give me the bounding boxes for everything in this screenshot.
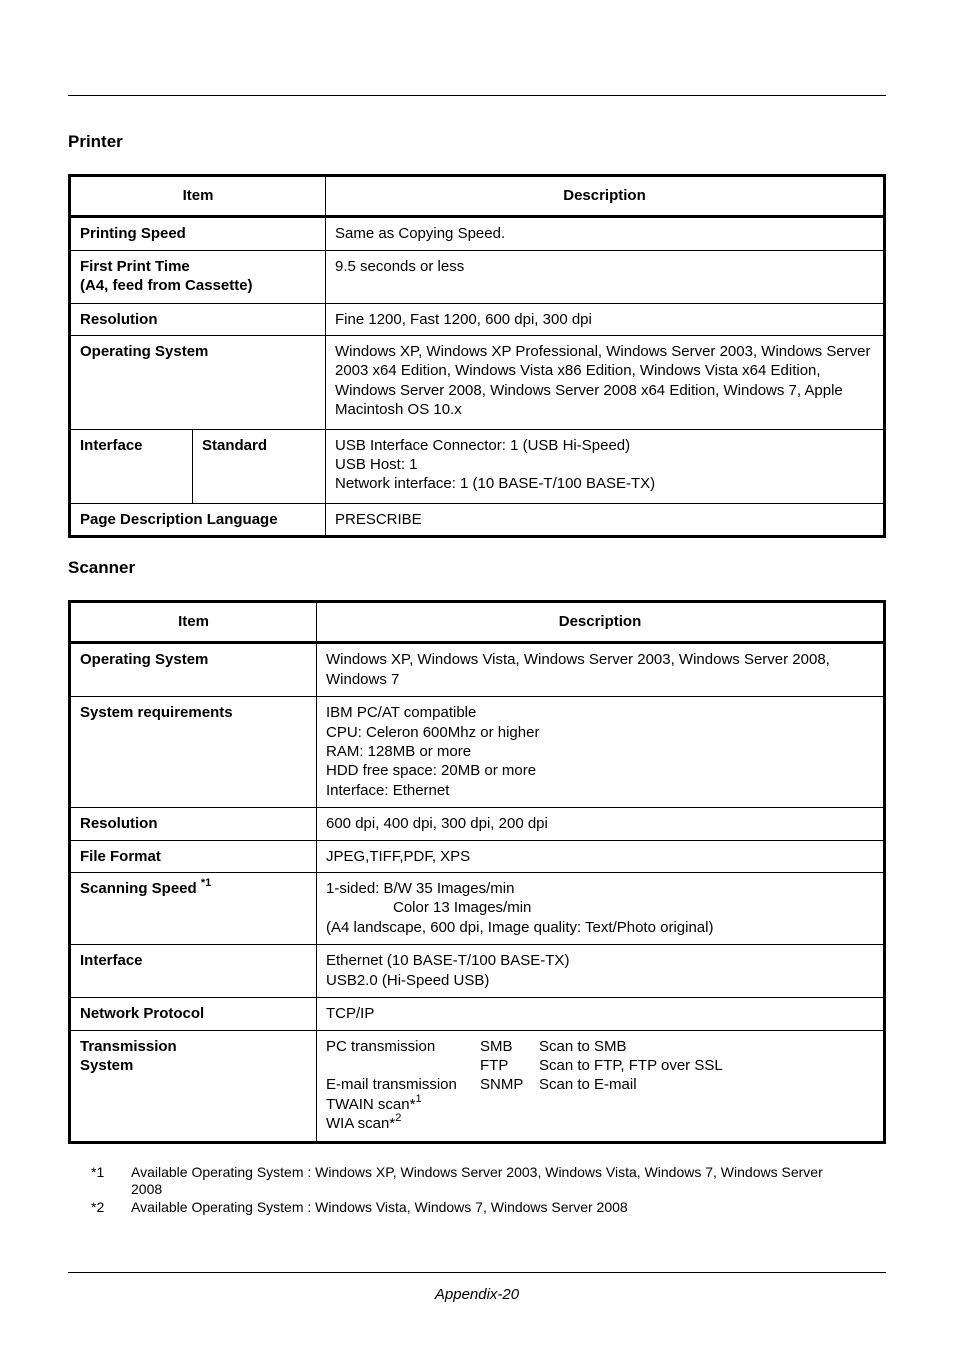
desc-line: RAM: 128MB or more xyxy=(326,743,472,761)
desc-line: 1-sided: B/W 35 Images/min xyxy=(326,880,515,898)
row-description: Fine 1200, Fast 1200, 600 dpi, 300 dpi xyxy=(326,303,885,335)
table-row xyxy=(70,840,885,872)
transmission-grid xyxy=(326,1037,723,1134)
row-item: Resolution xyxy=(70,808,317,840)
table-row xyxy=(70,336,885,430)
table-row xyxy=(70,429,885,503)
footnote-ref: 2 xyxy=(395,1112,402,1125)
tx-proto: SNMP xyxy=(480,1076,524,1094)
row-description: JPEG,TIFF,PDF, XPS xyxy=(317,840,885,872)
footnote-text: Available Operating System : Windows Vista, Windows 7, Windows Server 2008 xyxy=(131,1199,628,1215)
item-line: System xyxy=(80,1056,134,1074)
page-number: Appendix-20 xyxy=(434,1286,520,1303)
header-description: Description xyxy=(326,176,885,217)
scanner-section-title: Scanner xyxy=(68,558,136,577)
row-description: Windows XP, Windows XP Professional, Windows Server 2003, Windows Server 2003 x64 Edition, Windows Vista x86 Edition, Windows Vista x64 Edition, Windows Server 2008, Windows Server 2008 x64 Edition, Windows 7, Apple Macintosh OS 10.x xyxy=(326,336,885,430)
tx-label xyxy=(326,1114,723,1133)
table-row xyxy=(70,217,885,250)
tx-row xyxy=(326,1114,723,1133)
header-item: Item xyxy=(70,602,317,643)
item-line: Transmission xyxy=(80,1037,177,1055)
row-description xyxy=(326,429,885,503)
tx-proto: SMB xyxy=(480,1037,513,1055)
footnote xyxy=(91,1199,851,1216)
tx-proto: FTP xyxy=(480,1056,509,1074)
wia-label: WIA scan* xyxy=(326,1115,396,1133)
table-row xyxy=(70,873,885,945)
footnote-ref: *1 xyxy=(200,877,212,890)
desc-line: USB2.0 (Hi-Speed USB) xyxy=(326,971,490,989)
desc-line: (A4 landscape, 600 dpi, Image quality: Text/Photo original) xyxy=(326,918,714,936)
row-subitem: Standard xyxy=(193,429,326,503)
row-description: PRESCRIBE xyxy=(326,503,885,536)
table-row xyxy=(70,998,885,1030)
row-item: Operating System xyxy=(70,643,317,697)
tx-desc: Scan to E-mail xyxy=(539,1076,637,1094)
scanner-spec-table xyxy=(68,600,886,1144)
item-label: Scanning Speed xyxy=(80,880,197,898)
top-rule xyxy=(68,95,886,96)
bottom-rule xyxy=(68,1272,886,1273)
table-row xyxy=(70,945,885,998)
item-line: First Print Time xyxy=(80,257,190,275)
footnote xyxy=(91,1164,851,1198)
tx-desc: Scan to SMB xyxy=(539,1037,627,1055)
row-item: System requirements xyxy=(70,697,317,808)
desc-line: Network interface: 1 (10 BASE-T/100 BASE-TX) xyxy=(335,475,656,493)
table-row xyxy=(70,503,885,536)
row-description: Windows XP, Windows Vista, Windows Server 2003, Windows Server 2008, Windows 7 xyxy=(317,643,885,697)
table-header-row xyxy=(70,602,885,643)
row-description: Same as Copying Speed. xyxy=(326,217,885,250)
tx-row xyxy=(326,1075,723,1094)
footnotes xyxy=(91,1164,851,1217)
tx-label: PC transmission xyxy=(326,1037,436,1055)
header-description: Description xyxy=(317,602,885,643)
printer-spec-table xyxy=(68,174,886,538)
footnote-ref: 1 xyxy=(415,1092,422,1105)
table-row xyxy=(70,643,885,697)
table-header-row xyxy=(70,176,885,217)
row-item: Page Description Language xyxy=(70,503,326,536)
desc-line: CPU: Celeron 600Mhz or higher xyxy=(326,723,540,741)
tx-row xyxy=(326,1056,723,1075)
desc-line: USB Interface Connector: 1 (USB Hi-Speed) xyxy=(335,436,631,454)
item-line: (A4, feed from Cassette) xyxy=(80,277,253,295)
desc-line: HDD free space: 20MB or more xyxy=(326,762,537,780)
row-item: Interface xyxy=(70,945,317,998)
desc-line: USB Host: 1 xyxy=(335,456,418,474)
desc-line: IBM PC/AT compatible xyxy=(326,704,477,722)
twain-label: TWAIN scan* xyxy=(326,1095,416,1113)
desc-line: Color 13 Images/min xyxy=(393,899,532,917)
row-item: Resolution xyxy=(70,303,326,335)
row-item xyxy=(70,250,326,303)
table-row xyxy=(70,250,885,303)
printer-section-title: Printer xyxy=(68,132,123,151)
footnote-text: Available Operating System : Windows XP, Windows Server 2003, Windows Vista, Windows 7, Windows Server 2008 xyxy=(131,1164,823,1197)
row-item xyxy=(70,873,317,945)
row-item: Interface xyxy=(70,429,193,503)
table-row xyxy=(70,697,885,808)
table-row xyxy=(70,1030,885,1142)
row-item: Network Protocol xyxy=(70,998,317,1030)
tx-label: E-mail transmission xyxy=(326,1076,457,1094)
row-item xyxy=(70,1030,317,1142)
footnote-mark: *1 xyxy=(91,1164,105,1180)
row-description: TCP/IP xyxy=(317,998,885,1030)
row-description xyxy=(317,873,885,945)
tx-row xyxy=(326,1037,723,1056)
table-row xyxy=(70,303,885,335)
desc-line: Ethernet (10 BASE-T/100 BASE-TX) xyxy=(326,952,570,970)
table-row xyxy=(70,808,885,840)
row-item: Printing Speed xyxy=(70,217,326,250)
tx-desc: Scan to FTP, FTP over SSL xyxy=(539,1056,723,1074)
row-item: File Format xyxy=(70,840,317,872)
row-description: 9.5 seconds or less xyxy=(326,250,885,303)
row-description xyxy=(317,1030,885,1142)
row-description: 600 dpi, 400 dpi, 300 dpi, 200 dpi xyxy=(317,808,885,840)
row-description xyxy=(317,697,885,808)
footnote-mark: *2 xyxy=(91,1199,105,1215)
desc-line: Interface: Ethernet xyxy=(326,781,450,799)
row-description xyxy=(317,945,885,998)
header-item: Item xyxy=(70,176,326,217)
row-item: Operating System xyxy=(70,336,326,430)
tx-row xyxy=(326,1095,723,1114)
tx-label xyxy=(326,1092,723,1114)
